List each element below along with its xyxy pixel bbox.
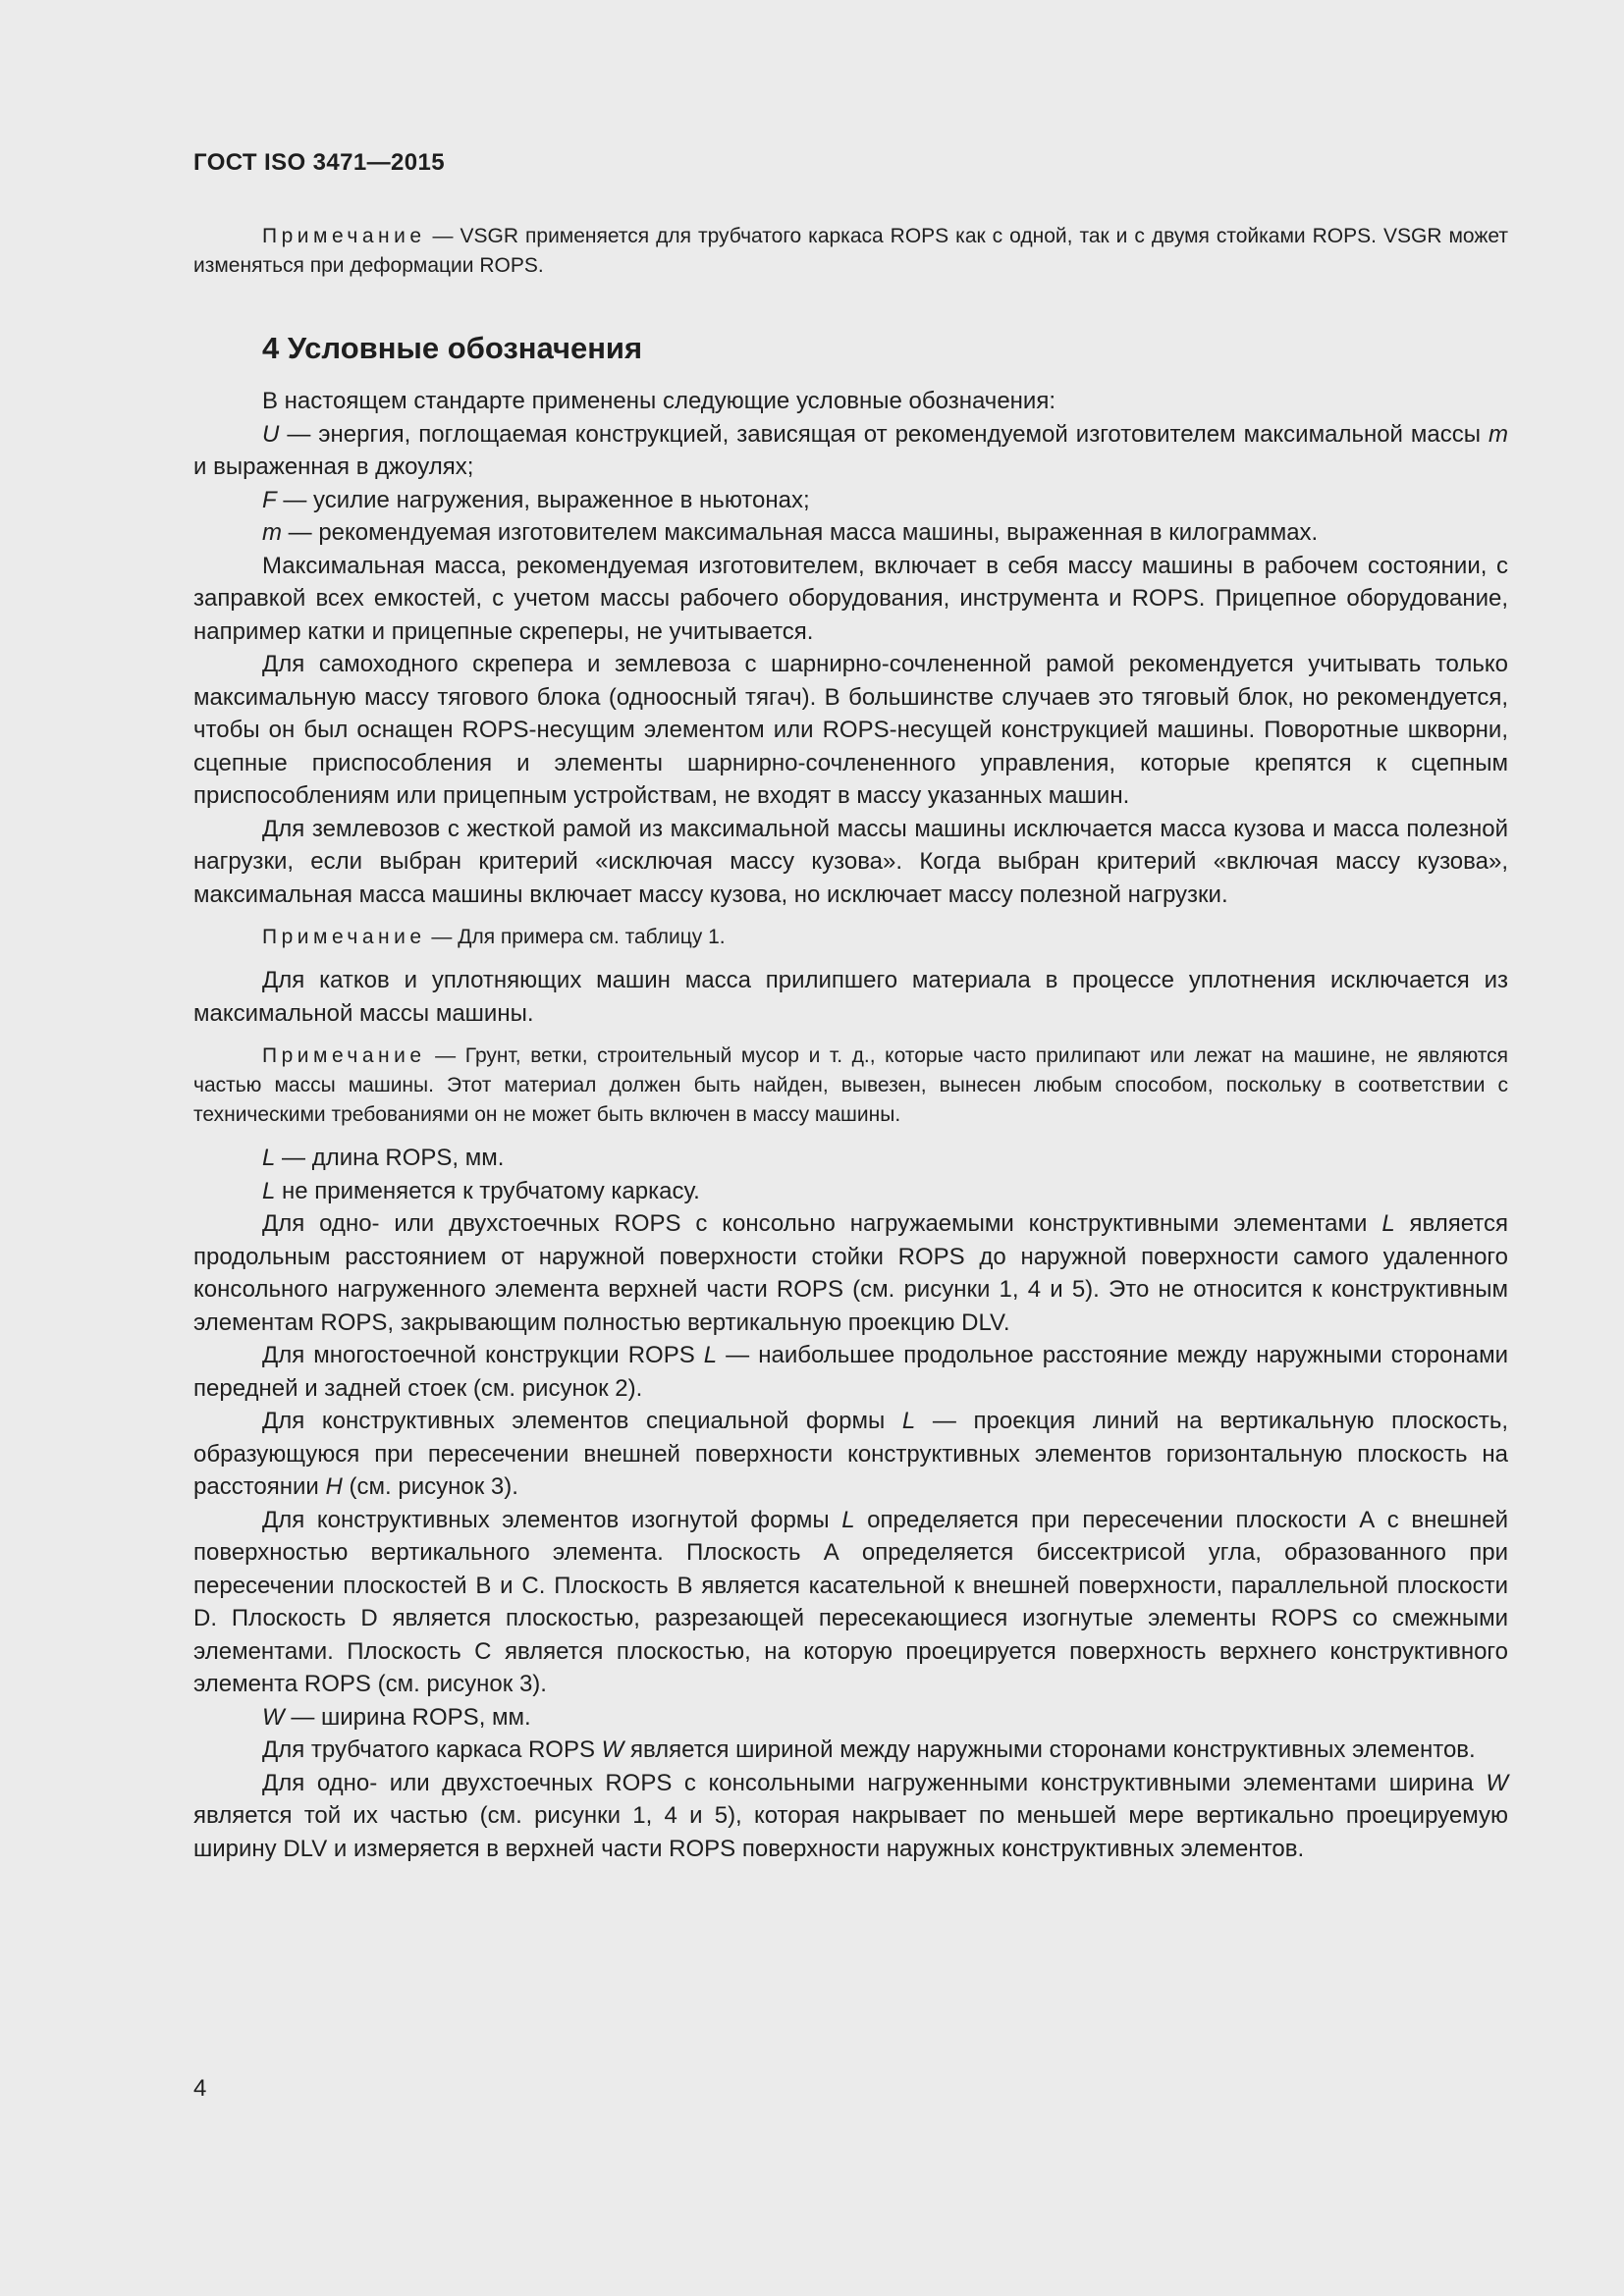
symbol: W (1486, 1769, 1508, 1796)
symbol: L (262, 1145, 276, 1171)
paragraph: Для катков и уплотняющих машин масса прилипшего материала в процессе уплотнения исключается из максимальной массы машины. (193, 967, 1508, 1027)
paragraph (193, 1734, 1508, 1767)
symbol: L (901, 1408, 916, 1434)
definition-text: — усилие нагружения, выраженное в ньютонах; (276, 486, 810, 513)
paragraph-text: Для одно- или двухстоечных ROPS с консольными нагруженными конструктивными элементами ширина (262, 1769, 1487, 1796)
symbol: L (262, 1177, 276, 1204)
paragraph-text: является продольным расстоянием от наружной поверхности стойки ROPS до наружной поверхности самого удаленного консольного нагруженного элемента верхней части ROPS (см. рисунки 1, 4 и 5). Это не относится к конструктивным элементам ROPS, закрывающим полностью вертикальную проекцию DLV. (193, 1210, 1508, 1336)
paragraph: Для самоходного скрепера и землевоза с шарнирно-сочлененной рамой рекомендуется учитывать только максимальную массу тягового блока (одноосный тягач). В большинстве случаев это тяговый блок, но рекомендуется, чтобы он был оснащен ROPS-несущим элементом или ROPS-несущей конструкцией машины. Поворотные шкворни, сцепные приспособления и элементы шарнирно-сочлененного управления, которые крепятся к сцепным приспособлениям или прицепным устройствам, не входят в массу указанных машин. (193, 651, 1508, 809)
symbol: W (262, 1703, 285, 1731)
note-label: Примечание (262, 225, 426, 247)
paragraph: В настоящем стандарте применены следующие условные обозначения: (262, 388, 1056, 414)
paragraph (193, 1767, 1508, 1866)
page-number: 4 (193, 2075, 207, 2102)
note-label: Примечание (262, 1044, 426, 1067)
symbol: L (1381, 1210, 1395, 1237)
paragraph (193, 1175, 1508, 1208)
paragraph-text: — наибольшее продольное расстояние между наружными сторонами передней и задней стоек (см. рисунок 2). (193, 1342, 1509, 1402)
paragraph (193, 1504, 1508, 1701)
note (193, 222, 1508, 281)
definition-text: — длина ROPS, мм. (275, 1145, 505, 1171)
symbol: H (325, 1473, 343, 1500)
note (193, 923, 1508, 952)
symbol: L (703, 1342, 718, 1368)
paragraph-text: является шириной между наружными сторонами конструктивных элементов. (623, 1736, 1476, 1763)
paragraph-text: — проекция линий на вертикальную плоскость, образующуюся при пересечении внешней поверхности конструктивных элементов горизонтальную плоскость на расстоянии (193, 1408, 1509, 1500)
paragraph (193, 1405, 1508, 1504)
definition-text: — энергия, поглощаемая конструкцией, зависящая от рекомендуемой изготовителем максимальной массы (279, 420, 1489, 448)
paragraph-text: Для многостоечной конструкции ROPS (262, 1342, 704, 1368)
body-text (193, 222, 1508, 1865)
paragraph-text: Для конструктивных элементов изогнутой формы (262, 1506, 842, 1533)
note-text: — Грунт, ветки, строительный мусор и т. д., которые часто прилипают или лежат на машине, не являются частью массы машины. Этот материал должен быть найден, вывезен, вынесен любым способом, поскольку в соответствии с техническими требованиями он не может быть включен в массу машины. (193, 1044, 1508, 1126)
note (193, 1041, 1508, 1130)
symbol: m (262, 519, 282, 546)
paragraph: Максимальная масса, рекомендуемая изготовителем, включает в себя массу машины в рабочем состоянии, с заправкой всех емкостей, с учетом массы рабочего оборудования, инструмента и ROPS. Прицепное оборудование, например катки и прицепные скреперы, не учитывается. (193, 552, 1508, 645)
paragraph-text: определяется при пересечении плоскости А с внешней поверхностью вертикального элемента. Плоскость А определяется биссектрисой угла, образованного при пересечении плоскостей В и С. Плоскость В является касательной к внешней поверхности, параллельной плоскости D. Плоскость D является плоскостью, разрезающей пересекающиеся изогнутые элементы ROPS со смежными элементами. Плоскость С является плоскостью, на которую проецируется поверхность верхнего конструктивного элемента ROPS (см. рисунок 3). (193, 1506, 1508, 1697)
symbol: F (262, 486, 277, 513)
symbol: m (1489, 420, 1508, 448)
section-heading: 4 Условные обозначения (262, 331, 643, 365)
definition-text: и выраженная в джоулях; (193, 454, 474, 480)
symbol-definition (193, 516, 1508, 550)
paragraph (193, 1207, 1508, 1339)
note-text: — VSGR применяется для трубчатого каркаса ROPS как с одной, так и с двумя стойками ROPS. VSGR может изменяться при деформации ROPS. (193, 225, 1508, 277)
symbol-definition (193, 1701, 1508, 1735)
symbol: U (262, 420, 280, 448)
paragraph-text: Для трубчатого каркаса ROPS (262, 1736, 602, 1763)
paragraph: Для землевозов с жесткой рамой из максимальной массы машины исключается масса кузова и масса полезной нагрузки, если выбран критерий «исключая массу кузова». Когда выбран критерий «включая массу кузова», максимальная масса машины включает массу кузова, но исключает массу полезной нагрузки. (193, 815, 1508, 908)
paragraph (193, 1339, 1508, 1405)
paragraph-text: Для конструктивных элементов специальной формы (262, 1408, 902, 1434)
symbol-definition (193, 1142, 1508, 1175)
definition-text: — рекомендуемая изготовителем максимальная масса машины, выраженная в килограммах. (282, 519, 1319, 546)
paragraph-text: (см. рисунок 3). (342, 1473, 518, 1500)
document-header: ГОСТ ISO 3471—2015 (193, 149, 446, 176)
paragraph-text: Для одно- или двухстоечных ROPS с консольно нагружаемыми конструктивными элементами (262, 1210, 1382, 1237)
symbol: L (841, 1506, 855, 1533)
paragraph-text: не применяется к трубчатому каркасу. (275, 1177, 700, 1204)
symbol-definition (193, 418, 1508, 484)
symbol: W (601, 1736, 624, 1763)
note-label: Примечание (262, 926, 426, 948)
definition-text: — ширина ROPS, мм. (284, 1703, 531, 1731)
symbol-definition (193, 484, 1508, 517)
note-text: — Для примера см. таблицу 1. (425, 926, 726, 948)
paragraph-text: является той их частью (см. рисунки 1, 4 и 5), которая накрывает по меньшей мере вертикально проецируемую ширину DLV и измеряется в верхней части ROPS поверхности наружных конструктивных элементов. (193, 1802, 1508, 1862)
